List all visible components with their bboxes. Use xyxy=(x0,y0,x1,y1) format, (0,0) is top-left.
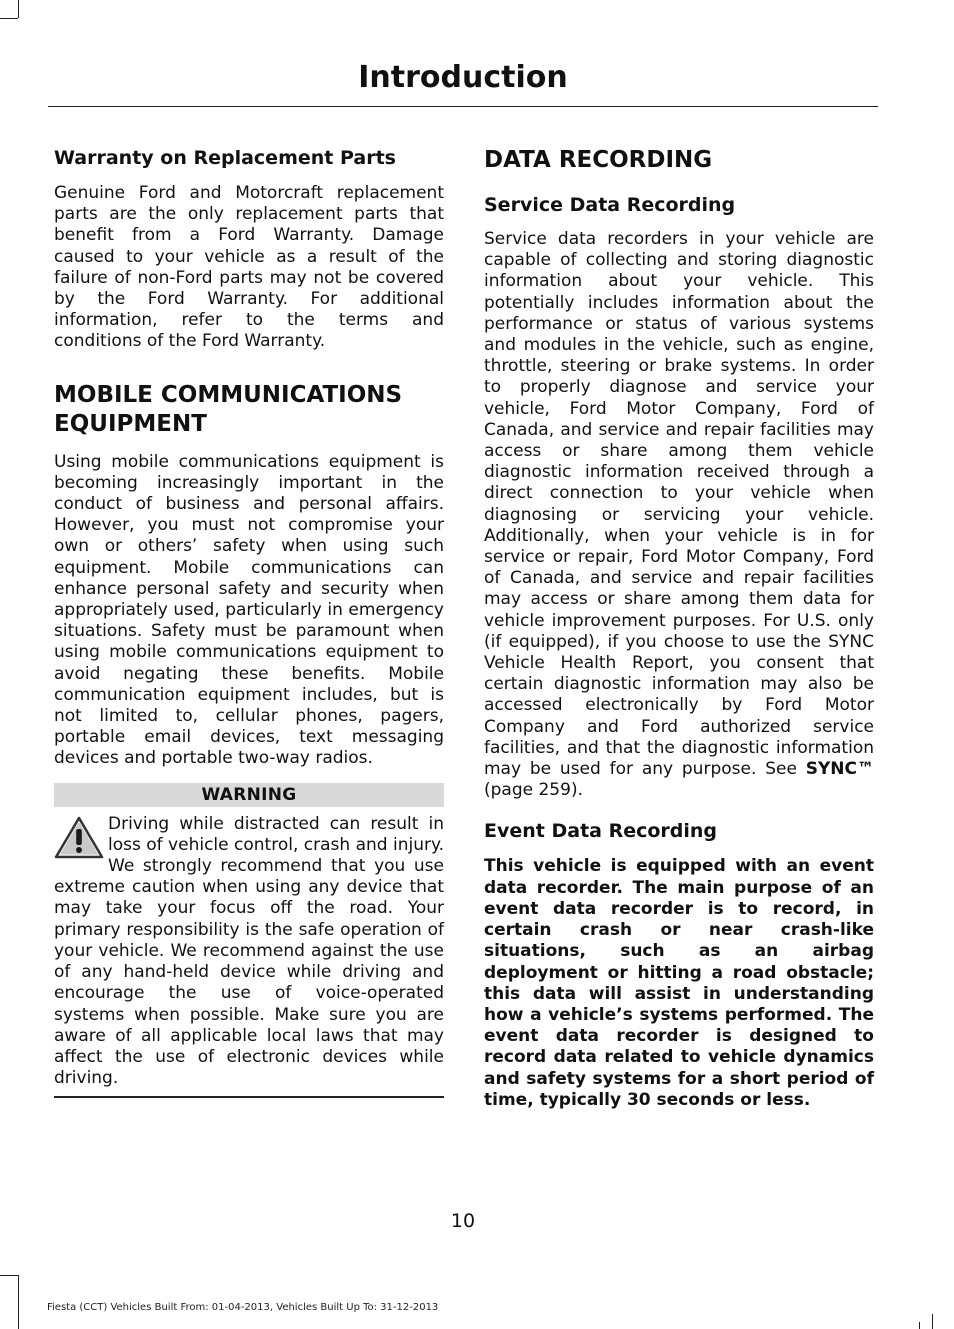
header-divider xyxy=(48,106,878,107)
see-text: See xyxy=(765,759,797,780)
left-column xyxy=(54,146,444,1098)
crop-mark xyxy=(18,1275,19,1329)
warning-text: Driving while distracted can result in loss of vehicle control, crash and injury. We strongly recommend that you use extreme caution when using any device that may take your focus off the road. Your primary responsibility is the safe operation of your vehicle. We recommend against the use of any hand-held device while driving and encourage the use of voice-operated systems when possible. Make sure you are aware of all applicable local laws that may affect the use of electronic devices while driving. xyxy=(54,813,444,1089)
event-data-heading: Event Data Recording xyxy=(484,820,718,843)
page-number: 10 xyxy=(450,1210,476,1232)
warning-label: WARNING xyxy=(54,783,444,807)
service-data-text: Service data recorders in your vehicle are capable of collecting and storing diagnostic information about your vehicle. This potentially includes information about the performance or status of various systems and modules in the vehicle, such as engine, throttle, steering or brake systems. In order to properly diagnose and service your vehicle, Ford Motor Company, Ford of Canada, and service and repair facilities may access or share among them vehicle diagnostic information received through a direct connection to your vehicle when diagnosing or servicing your vehicle. Additionally, when your vehicle is in for service or repair, Ford Motor Company, Ford of Canada, and service and repair facilities may access or share among them data for vehicle improvement purposes. For U.S. only (if equipped), if you choose to use the SYNC Vehicle Health Report, you consent that certain diagnostic information may also be accessed electronically by Ford Motor Company and Ford authorized service facilities, and that the diagnostic information may be used for any purpose. xyxy=(484,229,874,780)
event-data-paragraph: This vehicle is equipped with an event data recorder. The main purpose of an event data recorder is to record, in certain crash or near crash-like situations, such as an airbag deployment or hitting a road obstacle; this data will assist in understanding how a vehicle’s systems performed. The event data recorder is designed to record data related to vehicle dynamics and safety systems for a short period of time, typically 30 seconds or less. xyxy=(484,856,874,1110)
warning-box xyxy=(54,783,444,1099)
warning-bottom-rule xyxy=(54,1096,444,1098)
warning-triangle-icon xyxy=(54,816,104,860)
crop-mark xyxy=(919,1322,920,1329)
mobile-communications-paragraph: Using mobile communications equipment is becoming increasingly important in the conduct of business and personal affairs. However, you must not compromise your own or others’ safety when using such equipment. Mobile communications can enhance personal safety and security when appropriately used, particularly in emergency situations. Safety must be paramount when using mobile communications equipment to avoid negating these benefits. Mobile communication equipment includes, but is not limited to, cellular phones, pagers, portable email devices, text messaging devices and portable two-way radios. xyxy=(54,451,444,769)
right-column xyxy=(484,146,874,1111)
crop-mark xyxy=(932,1314,933,1329)
service-data-heading: Service Data Recording xyxy=(484,194,736,216)
page-title: Introduction xyxy=(358,60,568,95)
mobile-communications-heading: MOBILE COMMUNICATIONS EQUIPMENT xyxy=(54,381,403,437)
warranty-heading: Warranty on Replacement Parts xyxy=(54,147,396,169)
crop-mark xyxy=(18,0,19,18)
data-recording-heading: DATA RECORDING xyxy=(484,147,713,173)
crop-mark xyxy=(0,18,18,19)
page-reference: (page 259). xyxy=(484,780,583,801)
footer-text: Fiesta (CCT) Vehicles Built From: 01-04-2013, Vehicles Built Up To: 31-12-2013 xyxy=(47,1302,439,1313)
sync-reference-link[interactable]: SYNC™ xyxy=(805,759,874,780)
service-data-paragraph xyxy=(484,229,874,801)
warranty-paragraph: Genuine Ford and Motorcraft replacement parts are the only replacement parts that benefit from a Ford Warranty. Damage caused to your vehicle as a result of the failure of non-Ford parts may not be covered by the Ford Warranty. For additional information, refer to the terms and conditions of the Ford Warranty. xyxy=(54,183,444,352)
warning-body xyxy=(54,814,444,1090)
crop-mark xyxy=(0,1275,18,1276)
